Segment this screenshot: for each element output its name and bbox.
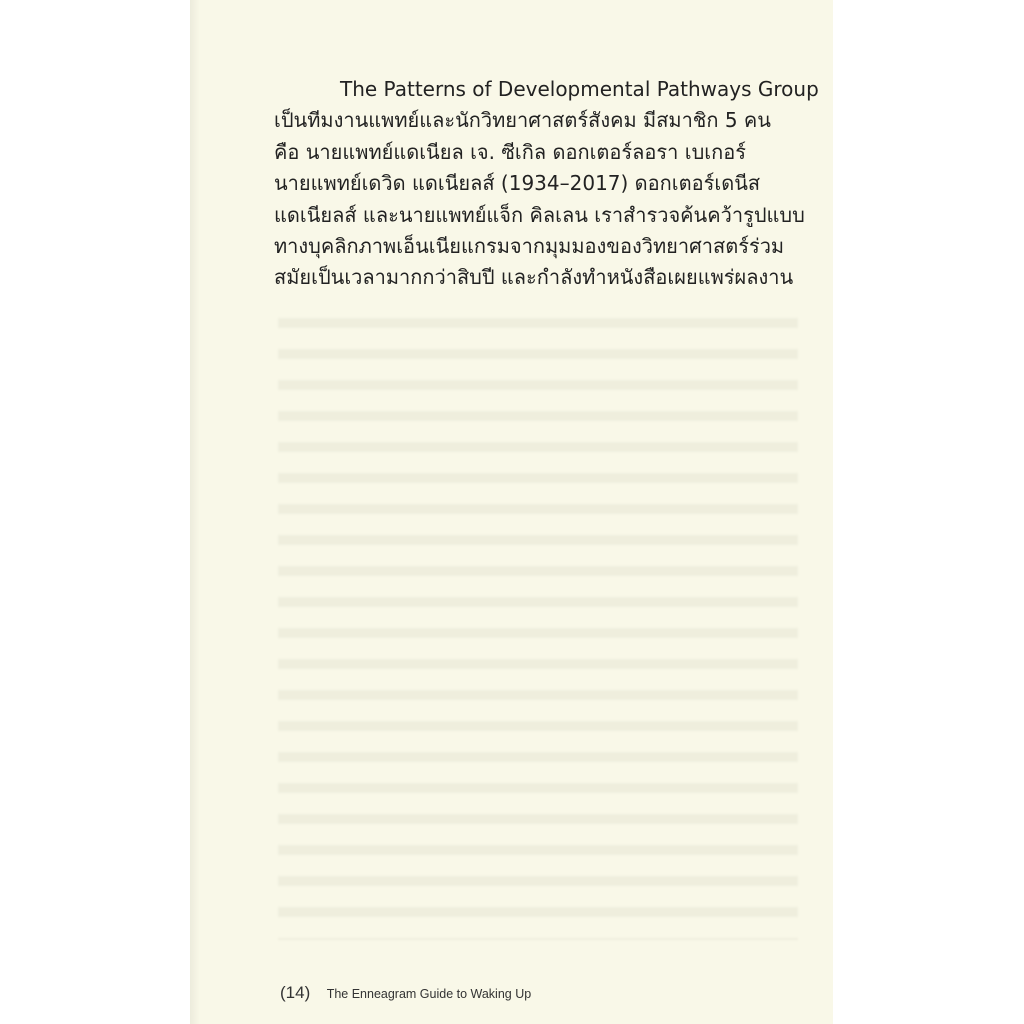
paragraph-line: คือ นายแพทย์แดเนียล เจ. ซีเกิล ดอกเตอร์ลอรา เบเกอร์ bbox=[274, 139, 746, 164]
paragraph-line: แดเนียลส์ และนายแพทย์แจ็ก คิลเลน เราสำรวจค้นคว้ารูปแบบ bbox=[274, 202, 805, 227]
paragraph-line: ทางบุคลิกภาพเอ็นเนียแกรมจากมุมมองของวิทยาศาสตร์ร่วม bbox=[274, 234, 785, 259]
page-footer bbox=[280, 983, 531, 1003]
body-paragraph bbox=[274, 74, 819, 294]
paragraph-line: นายแพทย์เดวิด แดเนียลส์ (1934–2017) ดอกเตอร์เดนีส bbox=[274, 171, 761, 196]
show-through-text bbox=[278, 300, 798, 940]
paragraph-line: เป็นทีมงานแพทย์และนักวิทยาศาสตร์สังคม มีสมาชิก 5 คน bbox=[274, 108, 771, 133]
paragraph-line: The Patterns of Developmental Pathways Group bbox=[340, 77, 819, 101]
paragraph-line: สมัยเป็นเวลามากกว่าสิบปี และกำลังทำหนังสือเผยแพร่ผลงาน bbox=[274, 265, 794, 290]
page-number: (14) bbox=[280, 983, 311, 1002]
book-page bbox=[190, 0, 833, 1024]
page-edge-shadow bbox=[190, 0, 200, 1024]
running-title: The Enneagram Guide to Waking Up bbox=[326, 987, 532, 1001]
